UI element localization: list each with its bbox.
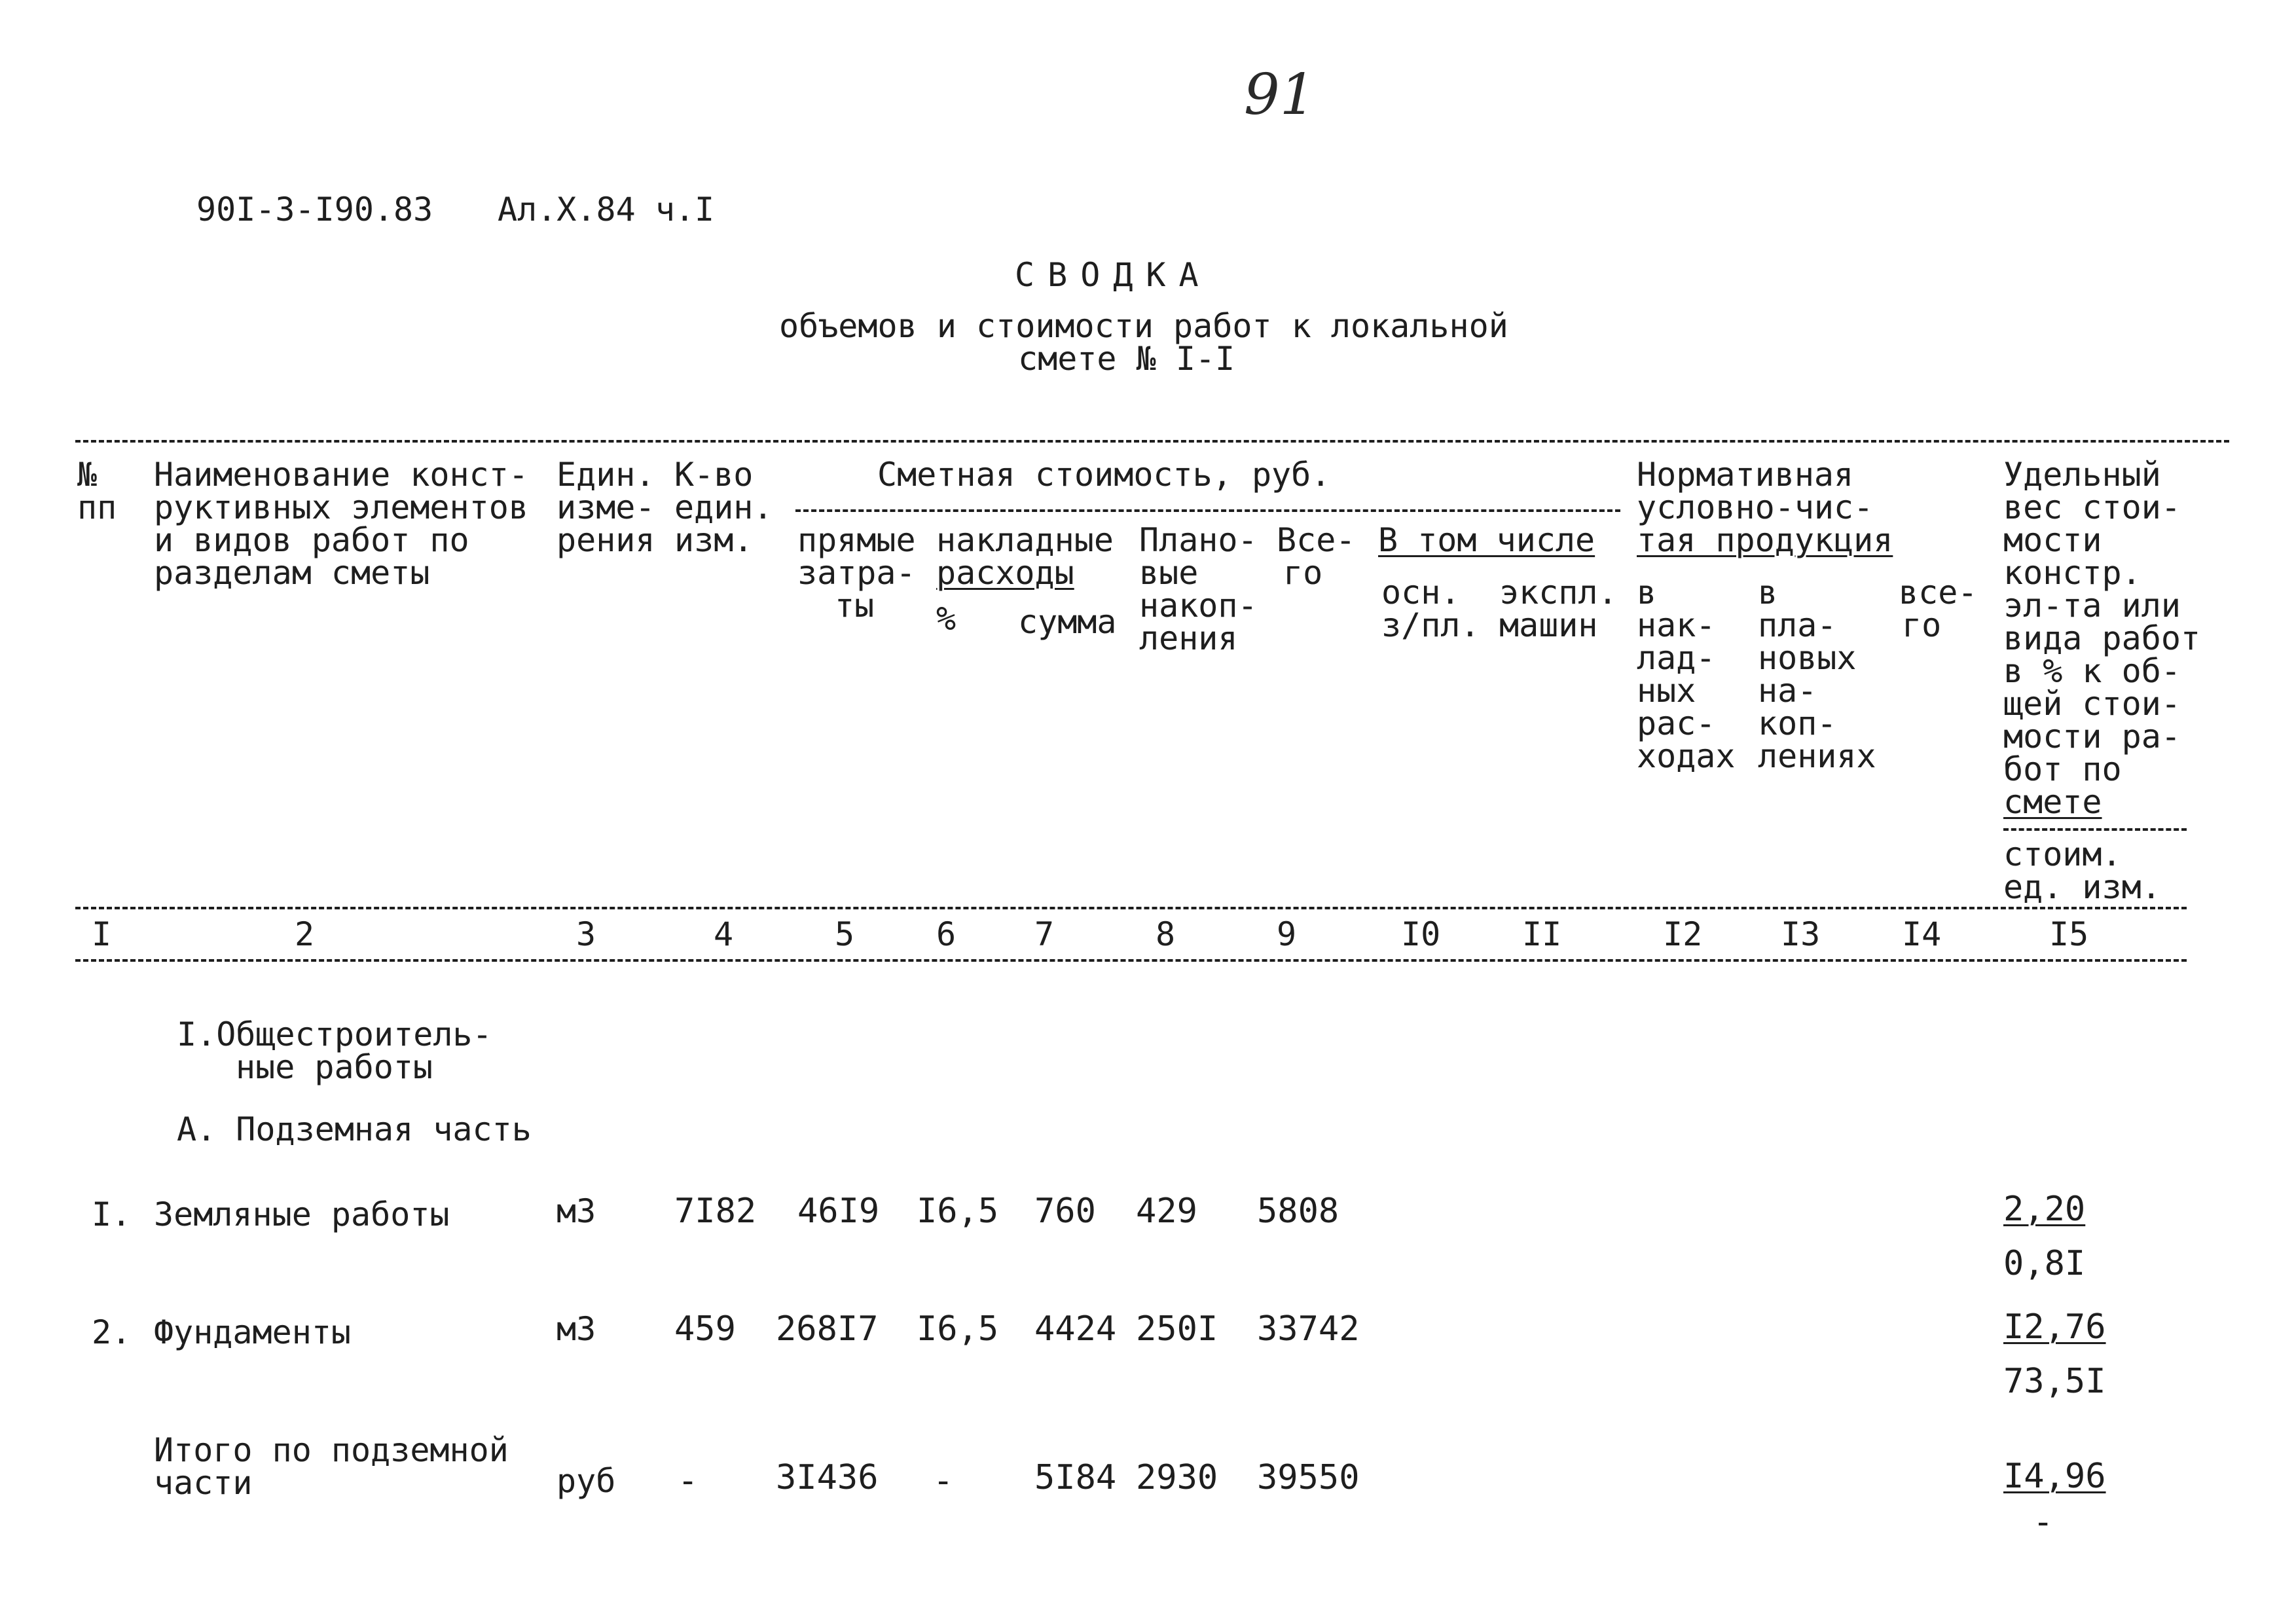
share-value: 2,20 <box>2003 1190 2086 1229</box>
document-subtitle-line2: смете № I-I <box>1018 340 1235 378</box>
unit-cost-value: 0,8I <box>2003 1244 2086 1283</box>
document-code: 90I-3-I90.83 <box>196 191 433 228</box>
cost-group-rule <box>795 509 1620 512</box>
col15-rule <box>2003 828 2187 831</box>
share-value: I4,96 <box>2003 1457 2106 1496</box>
share-value: I2,76 <box>2003 1307 2106 1347</box>
table-top-rule <box>75 440 2229 443</box>
header-bottom-rule <box>75 907 2187 909</box>
header-col6: % <box>936 600 957 638</box>
header-col7: сумма <box>1018 603 1117 641</box>
header-cost-group: Сметная стоимость, руб. <box>877 456 1331 494</box>
document-subtitle-line1: объемов и стоимости работ к локальной <box>779 307 1508 345</box>
album-number: Ал.Х.84 ч.I <box>498 191 715 228</box>
subsection-title: А. Подземная часть <box>177 1110 532 1148</box>
unit-cost-value: 73,5I <box>2003 1362 2106 1401</box>
column-numbers-rule <box>75 959 2187 962</box>
header-incl-group: В том числе <box>1378 521 1595 559</box>
unit-cost-value: - <box>2033 1503 2054 1542</box>
page-number: 91 <box>1244 62 1316 128</box>
document-title: СВОДКА <box>1015 256 1212 294</box>
